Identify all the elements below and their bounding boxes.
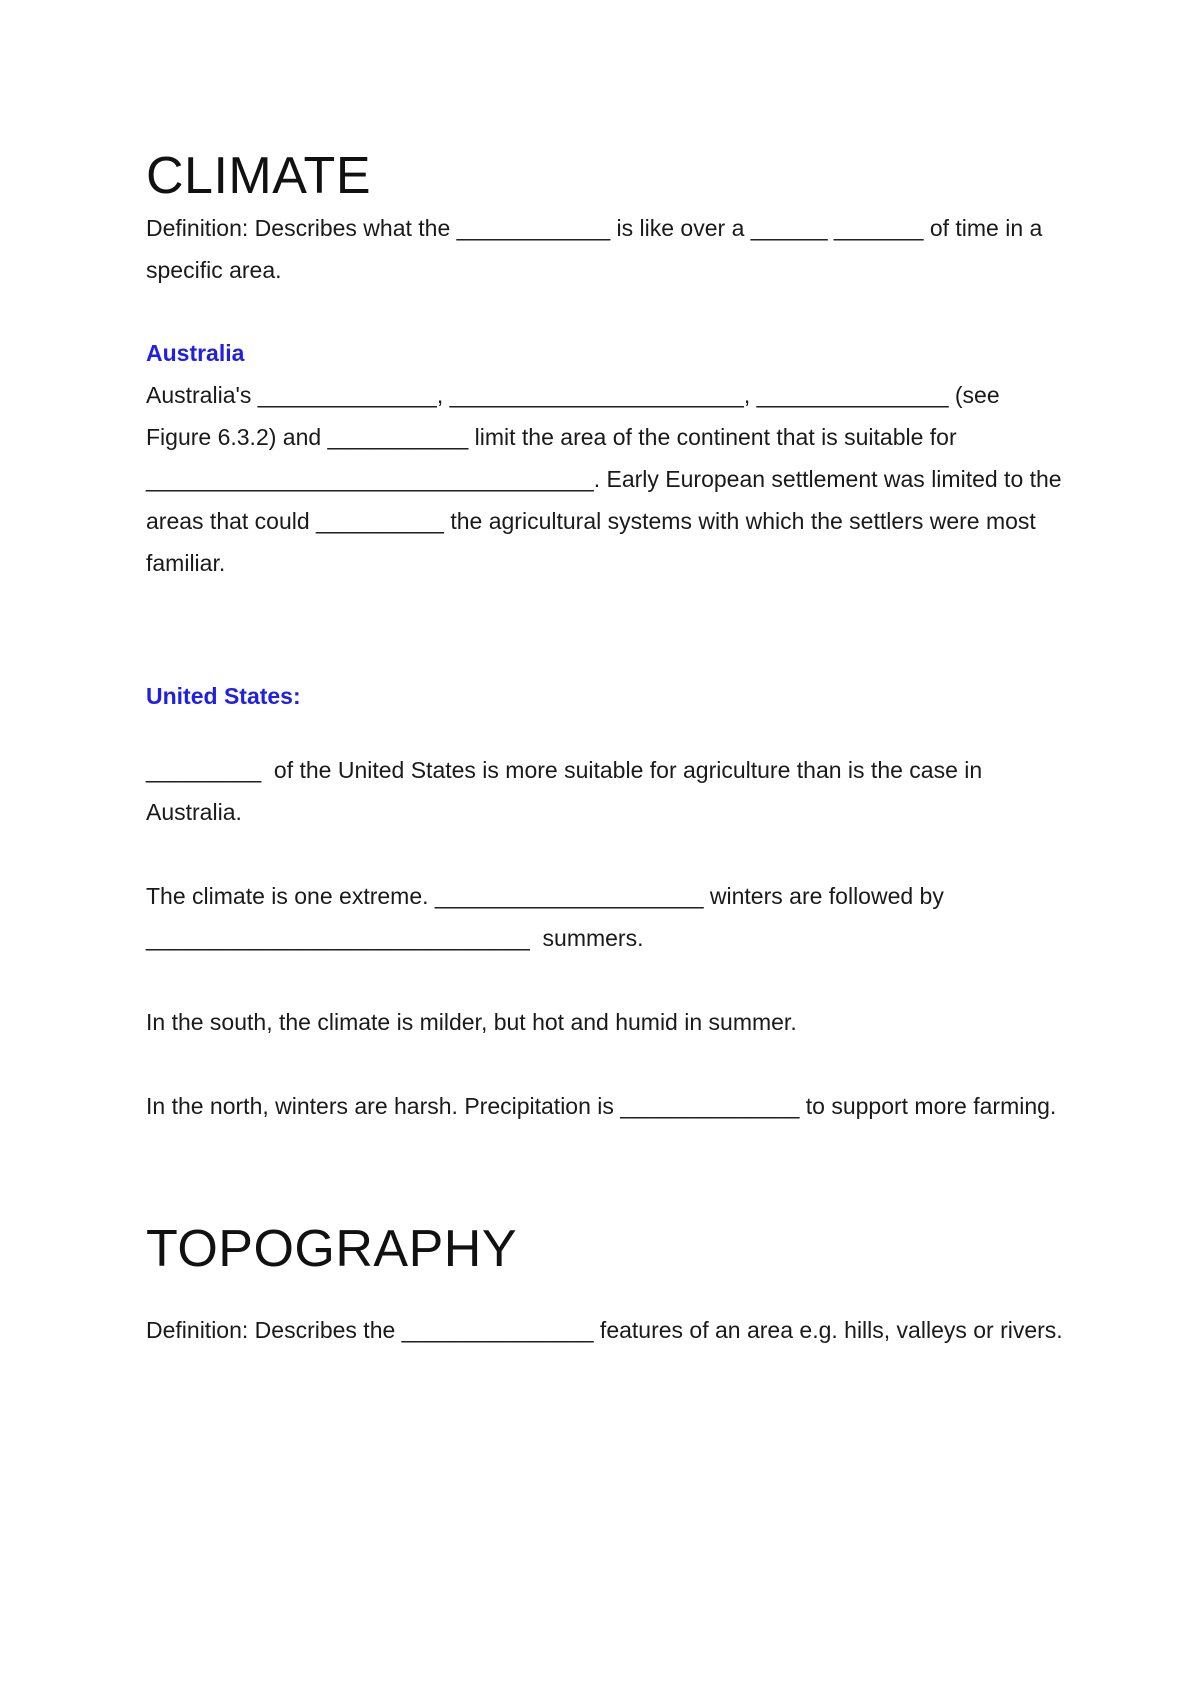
- us-paragraph-north: In the north, winters are harsh. Precipitation is ______________ to support more farming.: [146, 1093, 1057, 1119]
- topography-title: TOPOGRAPHY: [146, 1220, 518, 1278]
- australia-paragraph: Australia's ______________, _______________________, _______________ (see Figure 6.3.2) and ___________ limit the area of the continent that is suitable for ___________________________________. Early European settlement was limited to the areas that could __________ the agricultural systems with which the settlers were most familiar.: [146, 382, 1068, 576]
- topography-definition: Definition: Describes the _______________ features of an area e.g. hills, valleys or rivers.: [146, 1317, 1063, 1343]
- us-paragraph-area: _________ of the United States is more suitable for agriculture than is the case in Australia.: [146, 757, 988, 825]
- australia-heading: Australia: [146, 340, 245, 366]
- climate-definition: Definition: Describes what the ____________ is like over a ______ _______ of time in a specific area.: [146, 215, 1049, 283]
- us-paragraph-climate-extreme: The climate is one extreme. _____________________ winters are followed by ______________________________ summers.: [146, 883, 951, 951]
- us-paragraph-south: In the south, the climate is milder, but hot and humid in summer.: [146, 1009, 797, 1035]
- climate-title: CLIMATE: [146, 147, 372, 205]
- united-states-heading: United States:: [146, 683, 301, 709]
